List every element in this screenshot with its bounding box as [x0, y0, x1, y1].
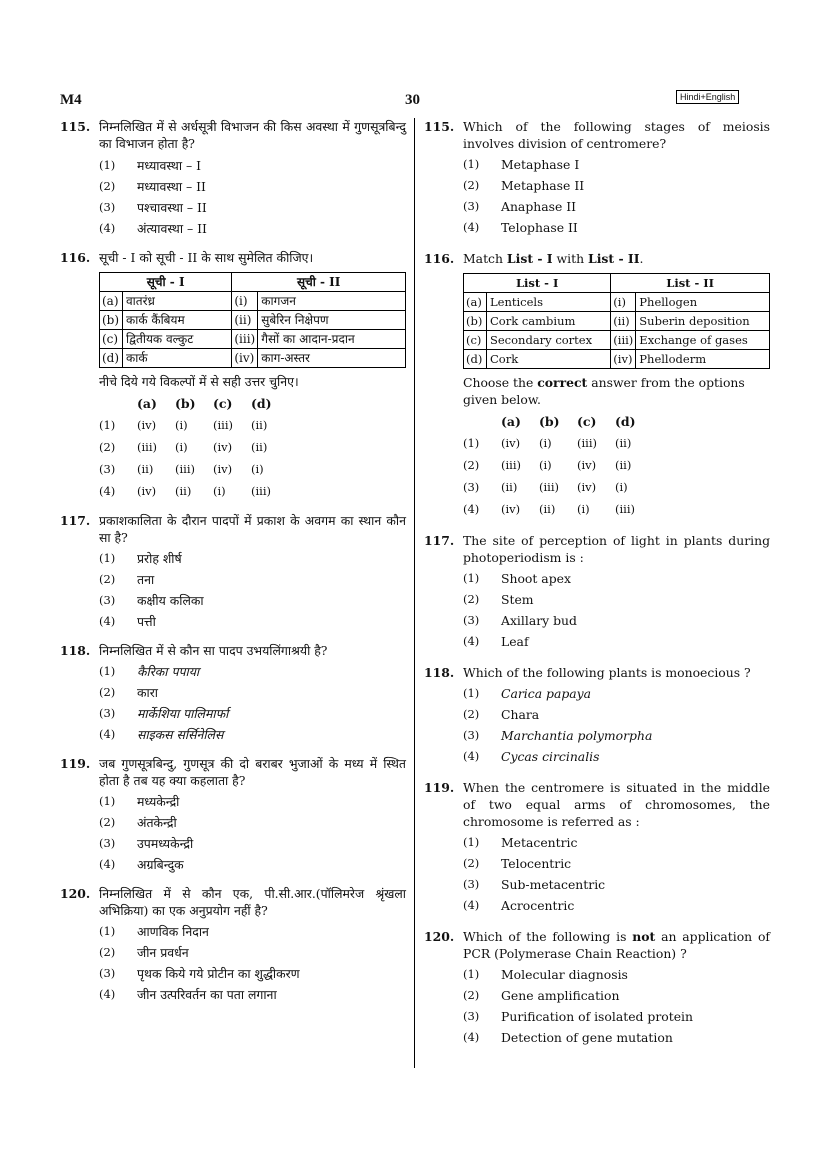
- question-text: Match List - I with List - II.: [463, 251, 644, 266]
- table-row: (c) Secondary cortex (iii) Exchange of gases: [464, 331, 770, 350]
- booklet-code: M4: [60, 92, 82, 108]
- question-text: Which of the following stages of meiosis involves division of centromere?: [463, 119, 770, 151]
- question-number: 115.: [60, 119, 91, 134]
- question-text: Which of the following is not an application of PCR (Polymerase Chain Reaction) ?: [463, 929, 770, 961]
- question-117-hindi: [60, 512, 406, 630]
- option[interactable]: (1) मध्यावस्था – I: [99, 158, 202, 173]
- option[interactable]: (4) Detection of gene mutation: [463, 1030, 673, 1045]
- option[interactable]: (1) Carica papaya: [463, 686, 592, 701]
- option[interactable]: (2) (iii) (i) (iv) (ii): [463, 458, 632, 472]
- option[interactable]: (3) Axillary bud: [463, 613, 577, 628]
- instruction-text: नीचे दिये गये विकल्पों में से सही उत्तर चुनिए।: [99, 374, 299, 389]
- option[interactable]: (3) Purification of isolated protein: [463, 1009, 693, 1024]
- language-badge: Hindi+English: [676, 90, 739, 104]
- option[interactable]: (3) (ii) (iii) (iv) (i): [463, 480, 628, 494]
- option[interactable]: (4) पत्ती: [99, 614, 156, 629]
- table-row: (b) कार्क कैंबियम (ii) सुबेरिन निक्षेपण: [100, 311, 406, 330]
- question-119-english: [424, 779, 770, 914]
- list-1-header: List - I: [464, 274, 611, 293]
- option[interactable]: (4) Telophase II: [463, 220, 578, 235]
- option[interactable]: (3) कक्षीय कलिका: [99, 593, 204, 608]
- option[interactable]: (3) मार्केशिया पालिमार्फा: [99, 706, 229, 721]
- question-number: 118.: [424, 665, 455, 680]
- option[interactable]: (1) Metacentric: [463, 835, 578, 850]
- option[interactable]: (4) Leaf: [463, 634, 529, 649]
- question-text: When the centromere is situated in the middle of two equal arms of chromosomes, the chromosome is referred as :: [463, 780, 770, 829]
- answer-grid: (a) (b) (c) (d) (1) (iv) (i) (iii) (ii) (2) (iii) (i) (iv) (ii) (3) (ii) (iii) (iv) (i) (4) (iv) (ii) (i) (iii): [463, 413, 770, 518]
- option[interactable]: (2) Metaphase II: [463, 178, 585, 193]
- list-1-header: सूची - I: [100, 273, 232, 292]
- option[interactable]: (2) Gene amplification: [463, 988, 620, 1003]
- question-119-hindi: [60, 755, 406, 873]
- question-number: 118.: [60, 643, 91, 658]
- option[interactable]: (1) (iv) (i) (iii) (ii): [99, 418, 268, 432]
- question-115-english: [424, 118, 770, 236]
- option[interactable]: (1) मध्यकेन्द्री: [99, 794, 180, 809]
- question-120-hindi: [60, 885, 406, 1003]
- question-number: 116.: [60, 250, 91, 265]
- question-118-hindi: [60, 642, 406, 743]
- option[interactable]: (4) (iv) (ii) (i) (iii): [463, 502, 636, 516]
- question-118-english: [424, 664, 770, 765]
- option[interactable]: (4) Acrocentric: [463, 898, 575, 913]
- option[interactable]: (1) (iv) (i) (iii) (ii): [463, 436, 632, 450]
- option[interactable]: (3) उपमध्यकेन्द्री: [99, 836, 194, 851]
- option[interactable]: (2) Telocentric: [463, 856, 572, 871]
- question-number: 117.: [424, 533, 455, 548]
- english-column: [424, 118, 770, 1060]
- option[interactable]: (3) (ii) (iii) (iv) (i): [99, 462, 264, 476]
- question-115-hindi: [60, 118, 406, 237]
- option[interactable]: (2) जीन प्रवर्धन: [99, 945, 189, 960]
- option[interactable]: (3) Marchantia polymorpha: [463, 728, 653, 743]
- list-2-header: List - II: [611, 274, 770, 293]
- question-117-english: [424, 532, 770, 650]
- question-text: सूची - I को सूची - II के साथ सुमेलित कीजिए।: [99, 250, 314, 265]
- question-text: निम्नलिखित में से कौन सा पादप उभयलिंगाश्रयी है?: [99, 643, 328, 658]
- table-row: (b) Cork cambium (ii) Suberin deposition: [464, 312, 770, 331]
- question-number: 116.: [424, 251, 455, 266]
- question-116-hindi: [60, 249, 406, 500]
- option[interactable]: (2) अंतकेन्द्री: [99, 815, 177, 830]
- option[interactable]: (4) जीन उत्परिवर्तन का पता लगाना: [99, 987, 277, 1002]
- option[interactable]: (3) Anaphase II: [463, 199, 577, 214]
- option[interactable]: (2) Stem: [463, 592, 534, 607]
- table-row: (d) Cork (iv) Phelloderm: [464, 350, 770, 369]
- option[interactable]: (1) Shoot apex: [463, 571, 571, 586]
- match-table: [463, 273, 770, 369]
- table-row: (a) वातरंध्र (i) कागजन: [100, 292, 406, 311]
- hindi-column: [60, 118, 406, 1017]
- question-120-english: [424, 928, 770, 1046]
- question-text: निम्नलिखित में से अर्धसूत्री विभाजन की किस अवस्था में गुणसूत्रबिन्दु का विभाजन होता है?: [99, 119, 406, 151]
- option[interactable]: (1) आणविक निदान: [99, 924, 209, 939]
- option[interactable]: (4) अंत्यावस्था – II: [99, 221, 207, 236]
- question-text: जब गुणसूत्रबिन्दु, गुणसूत्र की दो बराबर भुजाओं के मध्य में स्थित होता है तब यह क्या कहलाता है?: [99, 756, 406, 788]
- option[interactable]: (3) पृथक किये गये प्रोटीन का शुद्धीकरण: [99, 966, 300, 981]
- option[interactable]: (4) अग्रबिन्दुक: [99, 857, 184, 872]
- question-text: प्रकाशकालिता के दौरान पादपों में प्रकाश के अवगम का स्थान कौन सा है?: [99, 513, 406, 545]
- answer-grid: (a) (b) (c) (d) (1) (iv) (i) (iii) (ii) (2) (iii) (i) (iv) (ii) (3) (ii) (iii) (iv) (i) (4) (iv) (ii) (i) (iii): [99, 395, 406, 500]
- question-text: The site of perception of light in plants during photoperiodism is :: [463, 533, 770, 565]
- question-number: 117.: [60, 513, 91, 528]
- option[interactable]: (4) Cycas circinalis: [463, 749, 600, 764]
- option[interactable]: (1) Metaphase I: [463, 157, 580, 172]
- option[interactable]: (2) मध्यावस्था – II: [99, 179, 206, 194]
- option[interactable]: (1) Molecular diagnosis: [463, 967, 628, 982]
- question-text: Which of the following plants is monoecious ?: [463, 665, 751, 680]
- table-row: (d) कार्क (iv) काग-अस्तर: [100, 349, 406, 368]
- option[interactable]: (1) प्ररोह शीर्ष: [99, 551, 182, 566]
- question-number: 115.: [424, 119, 455, 134]
- option[interactable]: (2) तना: [99, 572, 155, 587]
- question-number: 119.: [60, 756, 91, 771]
- question-text: निम्नलिखित में से कौन एक, पी.सी.आर.(पॉलिमरेज श्रृंखला अभिक्रिया) का एक अनुप्रयोग नहीं है?: [99, 886, 406, 918]
- option[interactable]: (2) Chara: [463, 707, 540, 722]
- option[interactable]: (4) साइकस सर्सिनेलिस: [99, 727, 224, 742]
- option[interactable]: (4) (iv) (ii) (i) (iii): [99, 484, 272, 498]
- table-row: (c) द्वितीयक वल्कुट (iii) गैसों का आदान-प्रदान: [100, 330, 406, 349]
- question-116-english: [424, 250, 770, 518]
- option[interactable]: (2) (iii) (i) (iv) (ii): [99, 440, 268, 454]
- option[interactable]: (3) Sub-metacentric: [463, 877, 606, 892]
- page-number: 30: [405, 92, 420, 108]
- question-number: 120.: [424, 929, 455, 944]
- list-2-header: सूची - II: [232, 273, 406, 292]
- match-table: [99, 272, 406, 368]
- option[interactable]: (2) कारा: [99, 685, 159, 700]
- option[interactable]: (3) पश्चावस्था – II: [99, 200, 207, 215]
- question-number: 120.: [60, 886, 91, 901]
- column-divider: [414, 118, 415, 1068]
- table-row: (a) Lenticels (i) Phellogen: [464, 293, 770, 312]
- question-number: 119.: [424, 780, 455, 795]
- instruction-text: Choose the correct answer from the options given below.: [463, 375, 745, 407]
- option[interactable]: (1) कैरिका पपाया: [99, 664, 200, 679]
